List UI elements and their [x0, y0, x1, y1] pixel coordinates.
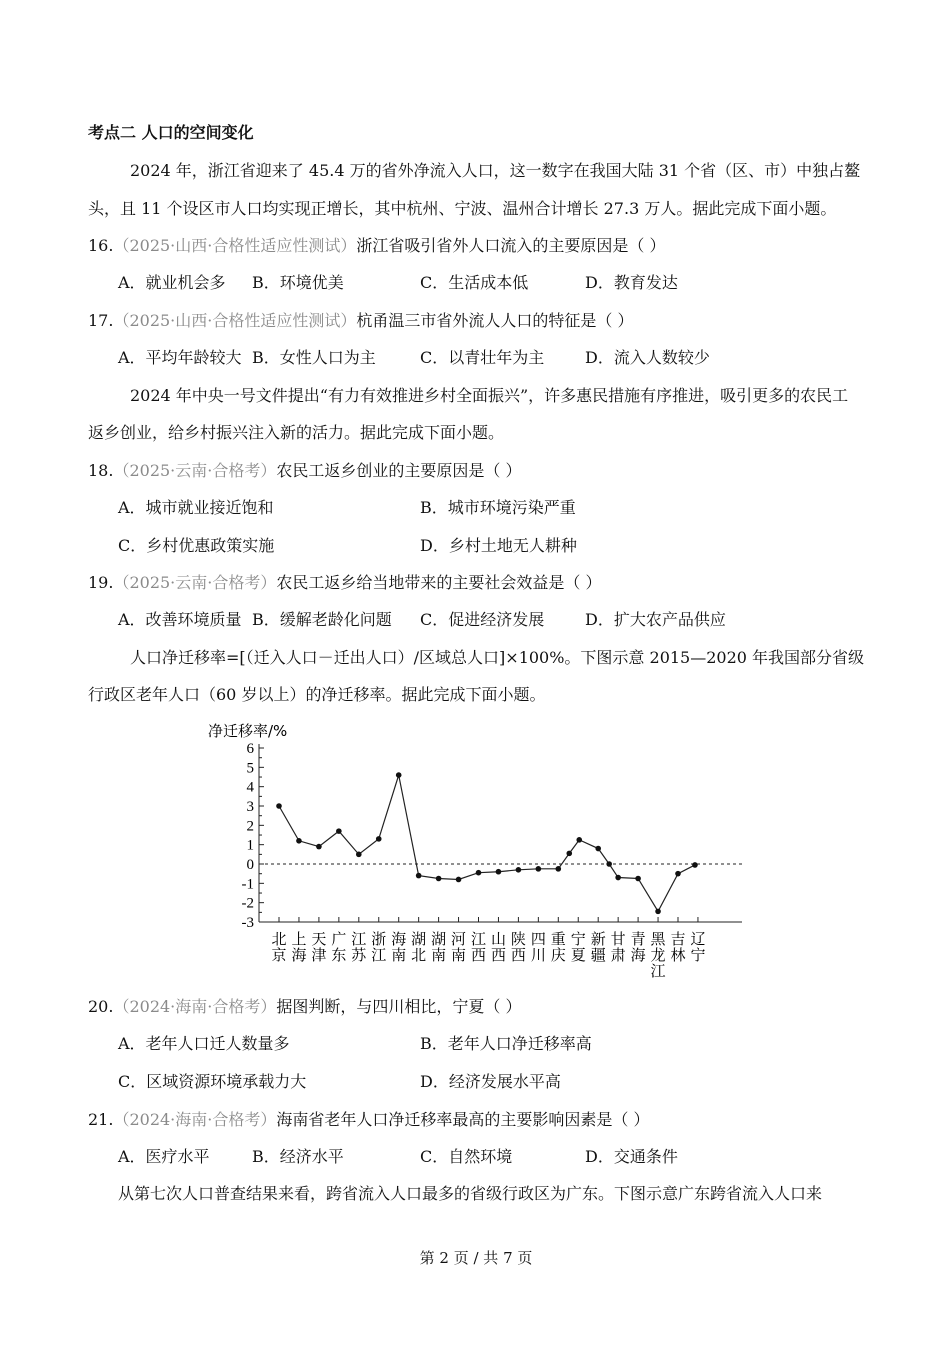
data-point — [576, 837, 582, 843]
x-tick-label: 陕西 — [510, 930, 526, 964]
passage-1-line-2: 头，且 11 个设区市人口均实现正增长，其中杭州、宁波、温州合计增长 27.3 万人。据此完成下面小题。 — [88, 199, 837, 218]
data-point — [692, 862, 698, 868]
question-number: 16. — [88, 236, 114, 255]
y-tick-label: 1 — [246, 837, 254, 854]
x-tick-label: 湖北 — [411, 930, 427, 964]
option-c[interactable]: C．乡村优惠政策实施 — [118, 535, 275, 555]
y-tick-label: 3 — [246, 799, 254, 815]
data-point — [635, 876, 641, 882]
x-tick-label: 辽宁 — [690, 930, 706, 964]
option-a[interactable]: A．平均年龄较大 — [118, 348, 242, 367]
option-d[interactable]: D．交通条件 — [585, 1147, 678, 1166]
question-stem: 据图判断，与四川相比，宁夏（ ） — [276, 997, 522, 1016]
option-a[interactable]: A．医疗水平 — [118, 1147, 210, 1166]
data-point — [376, 836, 382, 842]
data-point — [615, 875, 621, 881]
data-point — [675, 871, 681, 877]
x-tick-label: 江西 — [470, 930, 487, 964]
option-a[interactable]: A．改善环境质量 — [118, 610, 242, 629]
page-footer: 第 2 页 / 共 7 页 — [419, 1249, 533, 1267]
question-20 — [88, 997, 521, 1017]
option-c[interactable]: C．促进经济发展 — [420, 610, 545, 629]
data-point — [476, 870, 482, 876]
x-tick-label: 湖南 — [431, 930, 447, 964]
question-stem: 农民工返乡创业的主要原因是（ ） — [276, 461, 522, 480]
option-d[interactable]: D．流入人数较少 — [585, 348, 710, 367]
question-number: 17. — [88, 311, 114, 330]
passage-2-line-2: 返乡创业，给乡村振兴注入新的活力。据此完成下面小题。 — [88, 423, 505, 442]
question-21 — [88, 1110, 649, 1130]
question-stem: 海南省老年人口净迁移率最高的主要影响因素是（ ） — [276, 1110, 650, 1129]
option-b[interactable]: B．环境优美 — [252, 273, 344, 292]
x-tick-label: 浙江 — [371, 930, 387, 964]
option-b[interactable]: B．女性人口为主 — [252, 348, 376, 367]
y-tick-label: -2 — [241, 895, 254, 912]
x-tick-label: 江苏 — [351, 930, 367, 964]
question-number: 18. — [88, 461, 114, 480]
x-tick-label: 山西 — [490, 930, 506, 964]
data-point — [536, 866, 542, 872]
x-tick-label: 重庆 — [550, 930, 566, 964]
option-a[interactable]: A．城市就业接近饱和 — [118, 498, 274, 517]
question-source: （2025·云南·合格考） — [113, 573, 277, 592]
section-title: 考点二 人口的空间变化 — [88, 123, 254, 142]
question-stem: 杭甬温三市省外流人人口的特征是（ ） — [356, 311, 634, 330]
x-tick-label: 青海 — [630, 930, 646, 964]
question-number: 20. — [88, 997, 114, 1016]
question-source: （2025·山西·合格性适应性测试） — [113, 311, 357, 330]
question-number: 21. — [88, 1110, 114, 1129]
option-c[interactable]: C．以青壮年为主 — [420, 348, 545, 367]
data-point — [436, 876, 442, 882]
data-point — [595, 846, 601, 852]
question-number: 19. — [88, 573, 114, 592]
data-point — [356, 852, 362, 858]
data-point — [496, 869, 502, 875]
passage-3-line-1: 人口净迁移率=[（迁入人口－迁出人口）/区域总人口]×100%。下图示意 2015—2020 年我国部分省级 — [130, 648, 865, 667]
option-d[interactable]: D．扩大农产品供应 — [585, 610, 726, 629]
question-source: （2025·山西·合格性适应性测试） — [113, 236, 357, 255]
data-point — [296, 838, 302, 844]
passage-2-line-1: 2024 年中央一号文件提出“有力有效推进乡村全面振兴”，许多惠民措施有序推进，吸引更多的农民工 — [130, 386, 849, 405]
y-tick-label: 2 — [246, 818, 254, 835]
y-tick-label: 5 — [246, 760, 254, 777]
x-tick-label: 四川 — [530, 930, 546, 964]
option-d[interactable]: D．经济发展水平高 — [420, 1071, 561, 1091]
y-tick-label: -3 — [241, 915, 254, 931]
x-tick-label: 宁夏 — [570, 930, 586, 964]
option-a[interactable]: A．就业机会多 — [118, 273, 226, 292]
option-b[interactable]: B．老年人口净迁移率高 — [420, 1034, 592, 1053]
option-d[interactable]: D．乡村土地无人耕种 — [420, 535, 577, 555]
y-axis-label: 净迁移率/% — [208, 722, 288, 740]
y-tick-label: 6 — [246, 741, 254, 757]
option-c[interactable]: C．生活成本低 — [420, 273, 529, 292]
y-tick-label: 4 — [246, 779, 254, 796]
y-tick-label: -1 — [241, 876, 254, 893]
data-point — [456, 877, 462, 883]
option-b[interactable]: B．缓解老龄化问题 — [252, 610, 392, 629]
passage-1-line-1: 2024 年，浙江省迎来了 45.4 万的省外净流入人口，这一数字在我国大陆 31 个省（区、市）中独占鳌 — [130, 161, 861, 180]
x-tick-label: 天津 — [311, 930, 327, 964]
data-point — [316, 844, 322, 850]
x-tick-label: 吉林 — [670, 930, 686, 964]
x-tick-label: 上海 — [291, 930, 307, 964]
x-tick-label: 北京 — [271, 930, 287, 964]
option-a[interactable]: A．老年人口迁人数量多 — [118, 1034, 290, 1053]
option-c[interactable]: C．区域资源环境承载力大 — [118, 1071, 307, 1091]
option-b[interactable]: B．经济水平 — [252, 1147, 344, 1166]
x-tick-label: 新疆 — [590, 930, 606, 964]
data-point — [655, 909, 661, 915]
data-line — [279, 775, 695, 911]
option-c[interactable]: C．自然环境 — [420, 1147, 513, 1166]
data-point — [416, 873, 422, 879]
x-tick-label: 海南 — [391, 930, 407, 964]
x-tick-label: 甘肃 — [610, 930, 626, 964]
x-tick-label: 黑龙江 — [650, 930, 666, 980]
data-point — [566, 851, 572, 857]
question-stem: 农民工返乡给当地带来的主要社会效益是（ ） — [276, 573, 602, 592]
passage-3-line-2: 行政区老年人口（60 岁以上）的净迁移率。据此完成下面小题。 — [88, 685, 546, 704]
data-point — [276, 803, 282, 809]
question-stem: 浙江省吸引省外人口流入的主要原因是（ ） — [356, 236, 666, 255]
question-source: （2024·海南·合格考） — [113, 1110, 277, 1129]
option-d[interactable]: D．教育发达 — [585, 273, 678, 292]
data-point — [606, 861, 612, 867]
passage-4-line-1: 从第七次人口普查结果来看，跨省流入人口最多的省级行政区为广东。下图示意广东跨省流入人口来 — [118, 1184, 823, 1203]
x-tick-label: 河南 — [451, 930, 467, 964]
question-source: （2024·海南·合格考） — [113, 997, 277, 1016]
question-source: （2025·云南·合格考） — [113, 461, 277, 480]
x-tick-label: 广东 — [331, 930, 347, 964]
data-point — [516, 867, 522, 873]
y-tick-label: 0 — [246, 857, 254, 873]
data-point — [556, 866, 562, 872]
option-b[interactable]: B．城市环境污染严重 — [420, 498, 576, 517]
data-point — [396, 772, 402, 778]
data-point — [336, 828, 342, 834]
